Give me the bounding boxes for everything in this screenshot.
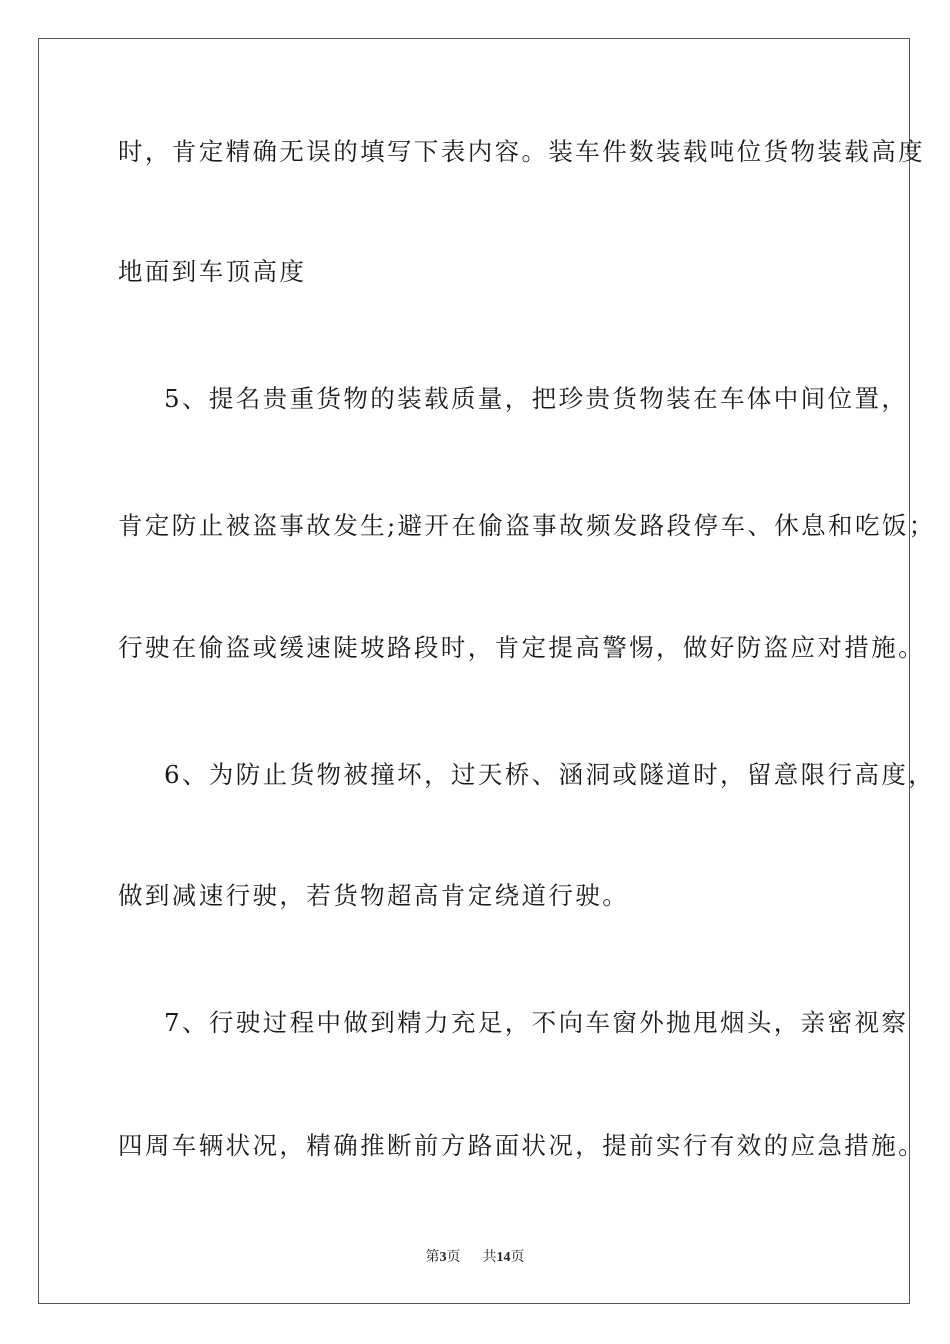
text-line-5: 行驶在偷盗或缓速陡坡路段时，肯定提高警惕，做好防盗应对措施。 — [118, 633, 925, 662]
footer-total-pages: 14 — [496, 1250, 511, 1265]
text-line-9: 四周车辆状况，精确推断前方路面状况，提前实行有效的应急措施。 — [118, 1131, 925, 1160]
text-line-1: 时，肯定精确无误的填写下表内容。装车件数装载吨位货物装载高度 — [118, 137, 925, 166]
page-border — [38, 38, 936, 1304]
footer-total-suffix: 页 — [510, 1249, 525, 1265]
footer-total-prefix: 共 — [482, 1249, 497, 1265]
page-footer — [0, 1247, 950, 1268]
text-line-8: 7、行驶过程中做到精力充足，不向车窗外抛甩烟头，亲密视察 — [164, 1008, 909, 1037]
text-line-2: 地面到车顶高度 — [118, 257, 307, 286]
footer-page-suffix: 页 — [446, 1249, 461, 1265]
footer-page-prefix: 第 — [425, 1249, 440, 1265]
text-line-6: 6、为防止货物被撞坏，过天桥、涵洞或隧道时，留意限行高度， — [164, 760, 936, 789]
footer-page-number: 3 — [439, 1250, 447, 1265]
text-line-4: 肯定防止被盗事故发生;避开在偷盗事故频发路段停车、休息和吃饭； — [118, 511, 936, 540]
text-line-7: 做到减速行驶，若货物超高肯定绕道行驶。 — [118, 881, 630, 910]
text-line-3: 5、提名贵重货物的装载质量，把珍贵货物装在车体中间位置， — [164, 384, 909, 413]
